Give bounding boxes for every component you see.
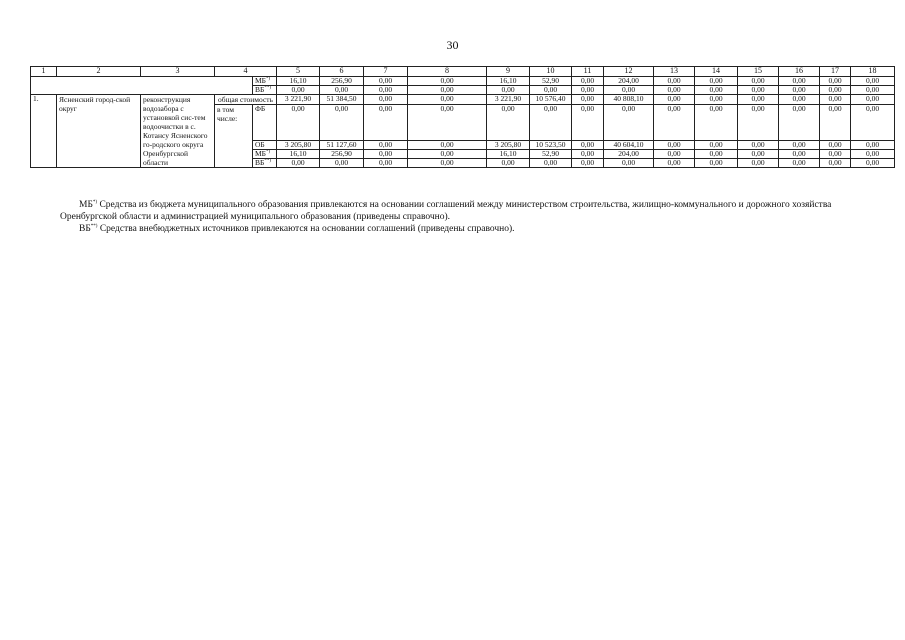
value-cell: 0,00 <box>604 159 654 168</box>
value-cell: 0,00 <box>820 159 851 168</box>
value-cell: 0,00 <box>487 86 530 95</box>
value-cell: 0,00 <box>364 95 408 105</box>
source-label-cell <box>253 159 277 168</box>
value-cell: 0,00 <box>779 141 820 150</box>
value-cell: 0,00 <box>572 86 604 95</box>
source-label-cell <box>253 150 277 159</box>
header-cell: 8 <box>408 67 487 77</box>
value-cell: 0,00 <box>738 86 779 95</box>
header-cell: 14 <box>695 67 738 77</box>
value-cell: 0,00 <box>779 105 820 141</box>
footnote-mb-text: Средства из бюджета муниципального образования привлекаются на основании соглашений между министерством строительства, жилищно-коммунального и дорожного хозяйства Оренбургской области и администрацией муниципального образования (приведены справочно). <box>60 200 832 222</box>
value-cell: 16,10 <box>487 77 530 86</box>
header-row <box>31 67 895 77</box>
header-cell: 16 <box>779 67 820 77</box>
header-cell: 13 <box>654 67 695 77</box>
value-cell: 0,00 <box>408 141 487 150</box>
source-label-sup: **) <box>264 85 271 91</box>
value-cell: 0,00 <box>364 86 408 95</box>
footnote-mb-sup: *) <box>92 199 98 205</box>
value-cell: 0,00 <box>654 95 695 105</box>
source-label-sup: *) <box>265 149 271 155</box>
header-cell: 15 <box>738 67 779 77</box>
value-cell: 0,00 <box>572 77 604 86</box>
source-label-sup: *) <box>265 76 271 82</box>
value-cell: 0,00 <box>851 159 895 168</box>
source-label-cell <box>253 141 277 150</box>
page-number: 30 <box>446 38 459 52</box>
value-cell: 0,00 <box>530 105 572 141</box>
value-cell: 0,00 <box>820 77 851 86</box>
value-cell: 204,00 <box>604 150 654 159</box>
value-cell: 0,00 <box>695 95 738 105</box>
value-cell: 0,00 <box>408 86 487 95</box>
source-label: ВБ <box>255 158 265 167</box>
value-cell: 0,00 <box>364 141 408 150</box>
value-cell: 0,00 <box>654 150 695 159</box>
municipality-cell: Ясненский город-ской округ <box>57 95 141 168</box>
value-cell: 0,00 <box>408 159 487 168</box>
value-cell: 0,00 <box>604 105 654 141</box>
source-label-sup: **) <box>264 158 271 164</box>
source-label-cell <box>253 86 277 95</box>
including-label-cell: в том числе: <box>215 105 253 168</box>
value-cell: 0,00 <box>364 150 408 159</box>
footnotes <box>60 199 878 235</box>
value-cell: 0,00 <box>320 105 364 141</box>
value-cell: 0,00 <box>277 86 320 95</box>
continuation-blank-cell <box>31 77 253 95</box>
value-cell: 16,10 <box>277 77 320 86</box>
source-label: МБ <box>255 76 266 85</box>
value-cell: 0,00 <box>779 77 820 86</box>
value-cell: 0,00 <box>654 141 695 150</box>
header-cell: 6 <box>320 67 364 77</box>
footnote-vb-label: ВБ <box>79 224 91 234</box>
value-cell: 0,00 <box>487 105 530 141</box>
value-cell: 0,00 <box>604 86 654 95</box>
value-cell: 0,00 <box>695 105 738 141</box>
source-label: МБ <box>255 149 266 158</box>
value-cell: 0,00 <box>277 159 320 168</box>
header-cell: 11 <box>572 67 604 77</box>
value-cell: 0,00 <box>738 105 779 141</box>
value-cell: 0,00 <box>851 105 895 141</box>
value-cell: 0,00 <box>738 159 779 168</box>
value-cell: 0,00 <box>851 141 895 150</box>
value-cell: 40 604,10 <box>604 141 654 150</box>
value-cell: 3 221,90 <box>277 95 320 105</box>
value-cell: 0,00 <box>408 150 487 159</box>
value-cell: 204,00 <box>604 77 654 86</box>
source-label-cell <box>253 105 277 141</box>
header-cell: 7 <box>364 67 408 77</box>
value-cell: 0,00 <box>572 141 604 150</box>
financing-table <box>30 66 895 168</box>
header-cell: 2 <box>57 67 141 77</box>
header-cell: 4 <box>215 67 277 77</box>
row-number-cell: 1. <box>31 95 57 168</box>
value-cell: 0,00 <box>654 77 695 86</box>
value-cell: 0,00 <box>364 105 408 141</box>
value-cell: 0,00 <box>320 86 364 95</box>
value-cell: 0,00 <box>364 77 408 86</box>
value-cell: 256,90 <box>320 150 364 159</box>
header-cell: 12 <box>604 67 654 77</box>
value-cell: 0,00 <box>487 159 530 168</box>
header-cell: 18 <box>851 67 895 77</box>
header-cell: 1 <box>31 67 57 77</box>
total-label-cell: общая стоимость <box>215 95 277 105</box>
value-cell: 3 221,90 <box>487 95 530 105</box>
value-cell: 0,00 <box>408 77 487 86</box>
value-cell: 0,00 <box>695 150 738 159</box>
value-cell: 0,00 <box>695 77 738 86</box>
value-cell: 0,00 <box>530 159 572 168</box>
value-cell: 0,00 <box>695 159 738 168</box>
value-cell: 52,90 <box>530 150 572 159</box>
value-cell: 0,00 <box>654 105 695 141</box>
value-cell: 10 576,40 <box>530 95 572 105</box>
value-cell: 0,00 <box>820 95 851 105</box>
value-cell: 0,00 <box>572 105 604 141</box>
footnote-mb-label: МБ <box>79 200 93 210</box>
value-cell: 40 808,10 <box>604 95 654 105</box>
value-cell: 0,00 <box>738 77 779 86</box>
footnote-vb-text: Средства внебюджетных источников привлекаются на основании соглашений (приведены справочно). <box>97 224 515 234</box>
value-cell: 0,00 <box>320 159 364 168</box>
value-cell: 0,00 <box>277 105 320 141</box>
value-cell: 0,00 <box>820 105 851 141</box>
value-cell: 0,00 <box>851 95 895 105</box>
footnote-vb <box>60 223 878 235</box>
value-cell: 0,00 <box>572 150 604 159</box>
value-cell: 0,00 <box>851 77 895 86</box>
source-label-cell <box>253 77 277 86</box>
value-cell: 3 205,80 <box>277 141 320 150</box>
value-cell: 0,00 <box>408 105 487 141</box>
value-cell: 0,00 <box>695 86 738 95</box>
project-total-row <box>31 95 895 105</box>
value-cell: 0,00 <box>654 86 695 95</box>
header-cell: 9 <box>487 67 530 77</box>
value-cell: 0,00 <box>738 95 779 105</box>
value-cell: 0,00 <box>654 159 695 168</box>
source-label: ФБ <box>255 104 266 113</box>
value-cell: 0,00 <box>738 141 779 150</box>
value-cell: 0,00 <box>530 86 572 95</box>
value-cell: 16,10 <box>277 150 320 159</box>
source-label: ОБ <box>255 140 265 149</box>
value-cell: 0,00 <box>851 150 895 159</box>
value-cell: 0,00 <box>779 150 820 159</box>
value-cell: 0,00 <box>738 150 779 159</box>
object-cell: реконструкция водозабора с установкой сис-тем водоочистки в с. Котансу Ясненского го-родского округа Оренбургской области <box>141 95 215 168</box>
value-cell: 3 205,80 <box>487 141 530 150</box>
value-cell: 51 127,60 <box>320 141 364 150</box>
header-cell: 3 <box>141 67 215 77</box>
value-cell: 256,90 <box>320 77 364 86</box>
footnote-mb <box>60 199 878 223</box>
continuation-row <box>31 77 895 86</box>
value-cell: 0,00 <box>572 95 604 105</box>
value-cell: 16,10 <box>487 150 530 159</box>
footnote-vb-sup: **) <box>90 223 98 229</box>
value-cell: 0,00 <box>572 159 604 168</box>
value-cell: 0,00 <box>364 159 408 168</box>
table-body <box>31 67 895 168</box>
value-cell: 0,00 <box>408 95 487 105</box>
header-cell: 5 <box>277 67 320 77</box>
value-cell: 0,00 <box>695 141 738 150</box>
source-label: ВБ <box>255 85 265 94</box>
header-cell: 17 <box>820 67 851 77</box>
value-cell: 0,00 <box>820 86 851 95</box>
value-cell: 10 523,50 <box>530 141 572 150</box>
header-cell: 10 <box>530 67 572 77</box>
value-cell: 52,90 <box>530 77 572 86</box>
value-cell: 0,00 <box>851 86 895 95</box>
value-cell: 0,00 <box>779 159 820 168</box>
value-cell: 0,00 <box>779 86 820 95</box>
value-cell: 0,00 <box>820 150 851 159</box>
value-cell: 51 384,50 <box>320 95 364 105</box>
value-cell: 0,00 <box>779 95 820 105</box>
value-cell: 0,00 <box>820 141 851 150</box>
